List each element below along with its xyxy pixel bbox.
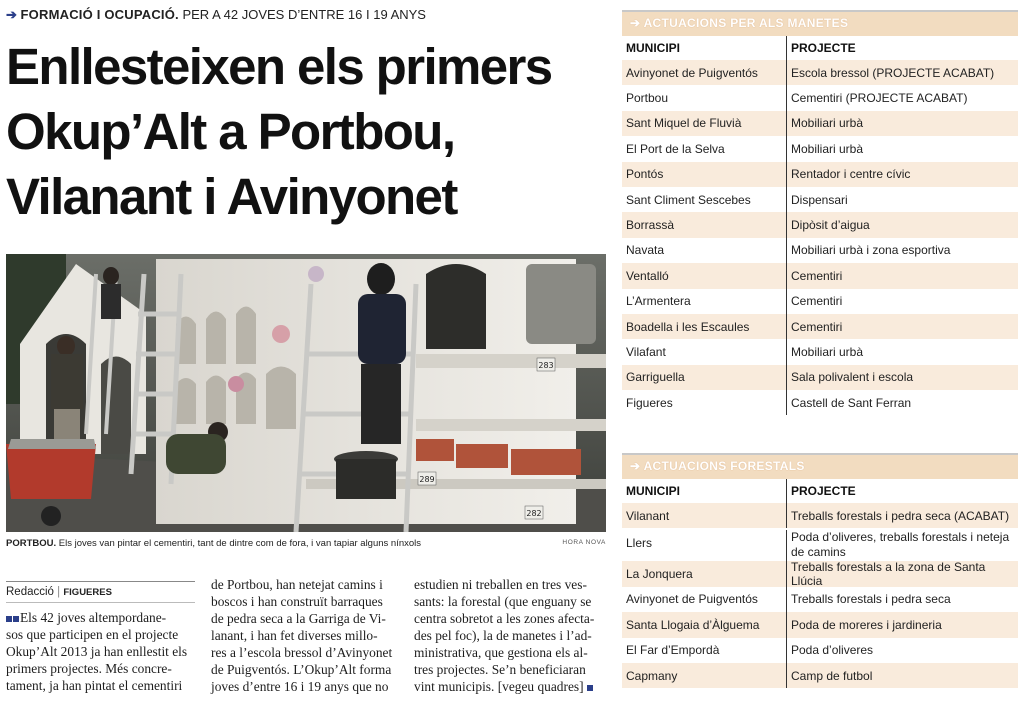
table-forestals: [622, 453, 1018, 688]
body-column-3: [414, 576, 608, 695]
cell-municipi: Llers: [626, 536, 653, 551]
table-column-headers: [622, 36, 1018, 60]
headline: [6, 34, 606, 229]
table-row: [622, 560, 1018, 589]
cell-municipi: Capmany: [626, 668, 678, 683]
body-line: res a l’escola bressol d’Avinyonet: [211, 645, 393, 660]
body-line: ministrativa, que gestiona els al-: [414, 645, 588, 660]
table-row: [622, 638, 1018, 663]
cell-municipi: Avinyonet de Puigventós: [626, 592, 758, 607]
photo-caption: [6, 538, 606, 549]
arrow-right-icon: ➔: [6, 7, 17, 22]
cell-projecte: Mobiliari urbà i zona esportiva: [786, 238, 1018, 263]
table-manetes: [622, 10, 1018, 415]
body-line: des pel foc), la de manetes i l’ad-: [414, 628, 592, 643]
end-square-icon: [587, 685, 593, 691]
cell-municipi: Santa Llogaia d’Àlguema: [626, 617, 760, 632]
photo-credit: HORA NOVA: [562, 539, 606, 546]
table-title: ACTUACIONS FORESTALS: [643, 459, 805, 473]
cell-municipi: Figueres: [626, 395, 673, 410]
cell-projecte: Mobiliari urbà: [786, 339, 1018, 364]
section-kicker: [6, 7, 426, 23]
byline-rule-bottom: [6, 602, 195, 603]
table-row: [622, 187, 1018, 212]
table-row: [622, 111, 1018, 136]
cell-municipi: Vilafant: [626, 344, 666, 359]
cell-projecte: Treballs forestals a la zona de Santa Llúcia: [786, 561, 1018, 586]
cell-municipi: Navata: [626, 243, 665, 258]
author: Redacció: [6, 586, 54, 598]
dateline-location: FIGUERES: [63, 587, 112, 598]
kicker-text: PER A 42 JOVES D’ENTRE 16 I 19 ANYS: [182, 7, 426, 22]
body-line: joves d’entre 16 i 19 anys que no: [211, 679, 389, 694]
cell-municipi: Boadella i les Escaules: [626, 319, 750, 334]
cell-municipi: El Far d’Empordà: [626, 643, 720, 658]
headline-line: Okup’Alt a Portbou,: [6, 103, 455, 160]
column-header-projecte: PROJECTE: [786, 36, 1018, 60]
byline: Redacció | FIGUERES: [6, 586, 112, 598]
cell-projecte: Mobiliari urbà: [786, 136, 1018, 161]
table-row: [622, 238, 1018, 263]
cell-projecte: Escola bressol (PROJECTE ACABAT): [786, 60, 1018, 85]
niche-number: 282: [526, 509, 542, 518]
cell-projecte: Rentador i centre cívic: [786, 162, 1018, 187]
body-column-2: [211, 576, 403, 695]
headline-line: Enllesteixen els primers: [6, 38, 552, 95]
cell-municipi: Ventalló: [626, 268, 669, 283]
cell-projecte: Cementiri: [786, 289, 1018, 314]
table-row: [622, 314, 1018, 339]
cell-municipi: Avinyonet de Puigventós: [626, 65, 758, 80]
cell-municipi: Sant Miquel de Fluvià: [626, 116, 742, 131]
table-row: [622, 136, 1018, 161]
body-line: boscos i han construït barraques: [211, 594, 383, 609]
cell-projecte: Camp de futbol: [786, 663, 1018, 688]
body-line: de Portbou, han netejat camins i: [211, 577, 383, 592]
lead-square-icon: [13, 616, 19, 622]
body-line: Els 42 joves altempordane-: [20, 610, 167, 625]
body-line: de Puigventós. L’Okup’Alt forma: [211, 662, 392, 677]
table-row: [622, 60, 1018, 85]
arrow-right-icon: ➔: [630, 459, 641, 473]
table-column-headers: [622, 479, 1018, 503]
body-line: Okup’Alt 2013 ja han enllestit els: [6, 644, 188, 659]
column-header-municipi: MUNICIPI: [626, 41, 680, 55]
cell-projecte: Poda de moreres i jardineria: [786, 612, 1018, 637]
cell-municipi: Portbou: [626, 91, 669, 106]
caption-text: Els joves van pintar el cementiri, tant de dintre com de fora, i van tapiar alguns nínxols: [58, 538, 422, 549]
table-row: [622, 339, 1018, 364]
cell-municipi: Vilanant: [626, 508, 670, 523]
body-column-1: [6, 609, 196, 694]
cell-municipi: Garriguella: [626, 370, 685, 385]
cell-projecte: Poda d’oliveres, treballs forestals i neteja de camins: [786, 530, 1018, 561]
table-row: [622, 587, 1018, 612]
table-row: [622, 528, 1018, 561]
column-header-projecte: PROJECTE: [786, 479, 1018, 503]
table-row: [622, 212, 1018, 237]
cell-municipi: Sant Climent Sescebes: [626, 192, 751, 207]
cell-municipi: El Port de la Selva: [626, 141, 725, 156]
caption-place: PORTBOU.: [6, 538, 57, 549]
body-line: tres projectes. Se’n beneficiaran: [414, 662, 586, 677]
table-row: [622, 263, 1018, 288]
cell-municipi: L’Armentera: [626, 294, 691, 309]
cell-projecte: Cementiri (PROJECTE ACABAT): [786, 85, 1018, 110]
cell-projecte: Castell de Sant Ferran: [786, 390, 1018, 415]
body-line: centra sobretot a les zones afecta-: [414, 611, 595, 626]
column-header-municipi: MUNICIPI: [626, 484, 680, 498]
cell-projecte: Dipòsit d’aigua: [786, 212, 1018, 237]
body-line: sants: la forestal (que enguany se: [414, 594, 592, 609]
body-line: vint municipis. [vegeu quadres]: [414, 679, 584, 694]
cell-projecte: Cementiri: [786, 314, 1018, 339]
headline-line: Vilanant i Avinyonet: [6, 168, 457, 225]
cell-projecte: Dispensari: [786, 187, 1018, 212]
table-row: [622, 503, 1018, 528]
article-photo: [6, 254, 606, 532]
table-row: [622, 390, 1018, 415]
table-row: [622, 85, 1018, 110]
body-line: sos que participen en el projecte: [6, 627, 179, 642]
cell-projecte: Sala polivalent i escola: [786, 365, 1018, 390]
cell-projecte: Treballs forestals i pedra seca: [786, 587, 1018, 612]
table-row: [622, 289, 1018, 314]
niche-number: 289: [419, 475, 435, 484]
table-title: ACTUACIONS PER ALS MANETES: [643, 16, 849, 30]
table-row: [622, 162, 1018, 187]
table-row: [622, 612, 1018, 637]
body-line: lanant, i han fet diverses millo-: [211, 628, 378, 643]
cell-municipi: Borrassà: [626, 218, 675, 233]
body-line: de pedra seca a la Garriga de Vi-: [211, 611, 386, 626]
cell-municipi: La Jonquera: [626, 567, 693, 582]
niche-number: 283: [538, 361, 554, 370]
body-line: primers projectes. Més concre-: [6, 661, 172, 676]
table-forestals-header: [622, 453, 1018, 479]
body-line: estudien ni treballen en tres ves-: [414, 577, 587, 592]
table-row: [622, 365, 1018, 390]
table-row: [622, 663, 1018, 688]
byline-rule-top: [6, 581, 195, 582]
body-line: tament, ja han pintat el cementiri: [6, 678, 183, 693]
cell-projecte: Treballs forestals i pedra seca (ACABAT): [786, 503, 1018, 528]
cell-municipi: Pontós: [626, 167, 664, 182]
cell-projecte: Mobiliari urbà: [786, 111, 1018, 136]
arrow-right-icon: ➔: [630, 16, 641, 30]
table-manetes-header: [622, 10, 1018, 36]
cell-projecte: Poda d’oliveres: [786, 638, 1018, 663]
lead-square-icon: [6, 616, 12, 622]
kicker-section: FORMACIÓ I OCUPACIÓ.: [20, 7, 179, 22]
cell-projecte: Cementiri: [786, 263, 1018, 288]
